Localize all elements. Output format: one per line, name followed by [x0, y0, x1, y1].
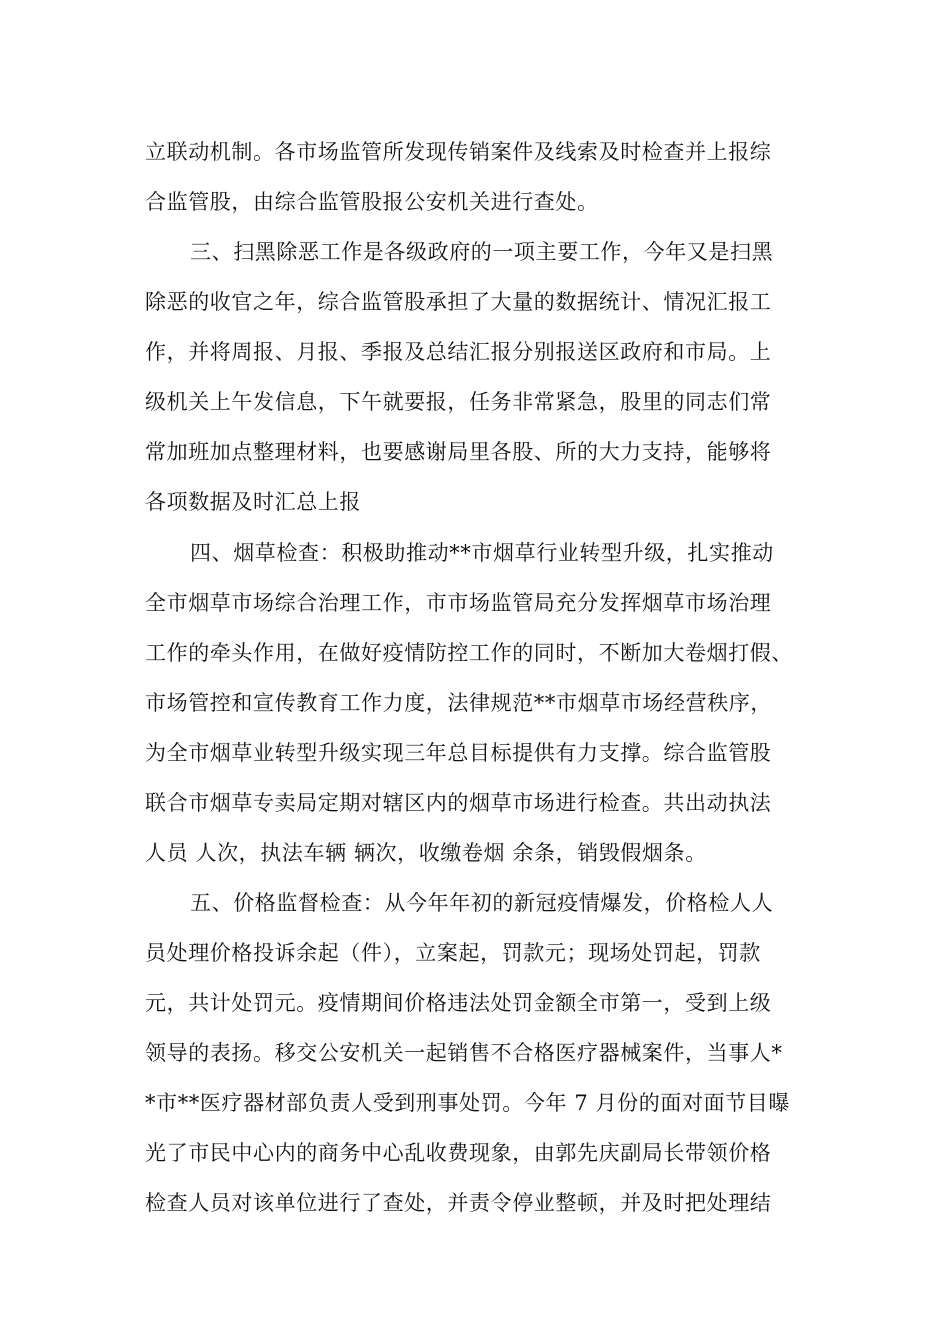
text-line: 市场管控和宣传教育工作力度，法律规范**市烟草市场经营秩序， — [145, 691, 772, 715]
text-line: 元，共计处罚元。疫情期间价格违法处罚金额全市第一，受到上级 — [145, 991, 772, 1015]
text-line: 作，并将周报、月报、季报及总结汇报分别报送区政府和市局。上 — [145, 340, 772, 364]
paragraph-5-start: 五、价格监督检查：从今年年初的新冠疫情爆发，价格检人人 — [190, 891, 774, 915]
text-line: 级机关上午发信息，下午就要报，任务非常紧急，股里的同志们常 — [145, 390, 772, 414]
text-line: 合监管股，由综合监管股报公安机关进行查处。 — [145, 190, 599, 214]
text-line: 全市烟草市场综合治理工作，市市场监管局充分发挥烟草市场治理 — [145, 591, 772, 615]
text-line: 立联动机制。各市场监管所发现传销案件及线索及时检查并上报综 — [145, 140, 772, 164]
text-line: 常加班加点整理材料，也要感谢局里各股、所的大力支持，能够将 — [145, 440, 772, 464]
text-line: 工作的牵头作用，在做好疫情防控工作的同时，不断加大卷烟打假、 — [145, 641, 793, 665]
text-line: 光了市民中心内的商务中心乱收费现象，由郭先庆副局长带领价格 — [145, 1141, 772, 1165]
text-line: 领导的表扬。移交公安机关一起销售不合格医疗器械案件，当事人* — [145, 1041, 783, 1065]
text-line: 人员 人次，执法车辆 辆次，收缴卷烟 余条，销毁假烟条。 — [145, 841, 707, 865]
paragraph-4-start: 四、烟草检查：积极助推动**市烟草行业转型升级，扎实推动 — [190, 541, 774, 565]
text-line: 检查人员对该单位进行了查处，并责令停业整顿，并及时把处理结 — [145, 1191, 772, 1215]
text-line: 联合市烟草专卖局定期对辖区内的烟草市场进行检查。共出动执法 — [145, 791, 772, 815]
text-line: 各项数据及时汇总上报 — [145, 490, 361, 514]
text-line: 员处理价格投诉余起（件），立案起，罚款元；现场处罚起，罚款 — [145, 941, 761, 965]
text-line: 为全市烟草业转型升级实现三年总目标提供有力支撑。综合监管股 — [145, 741, 772, 765]
text-line: 除恶的收官之年，综合监管股承担了大量的数据统计、情况汇报工 — [145, 290, 772, 314]
text-line: *市**医疗器材部负责人受到刑事处罚。今年 7 月份的面对面节目曝 — [145, 1091, 791, 1115]
paragraph-3-start: 三、扫黑除恶工作是各级政府的一项主要工作，今年又是扫黑 — [190, 240, 774, 264]
